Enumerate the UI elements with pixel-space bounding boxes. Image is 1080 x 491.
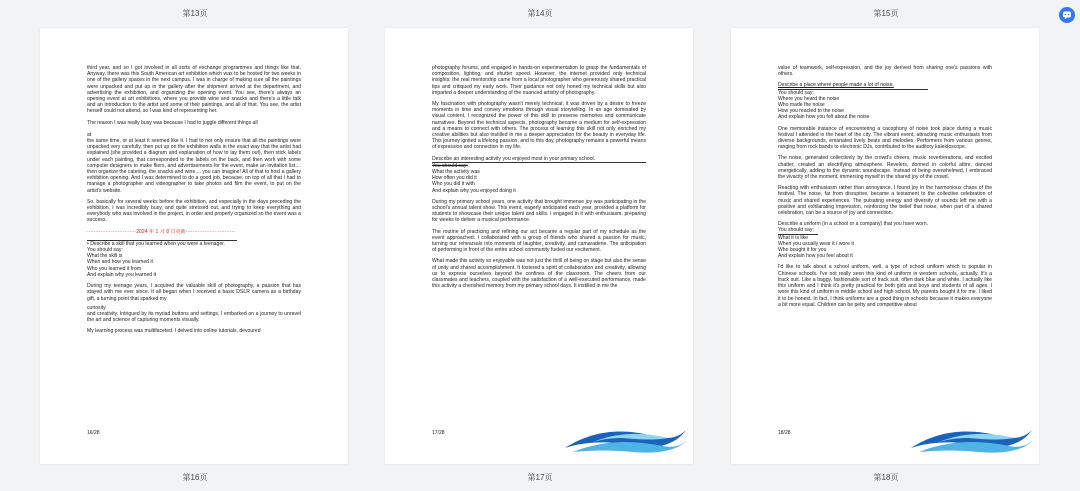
cue-line: How you reacted to the noise: [778, 108, 844, 115]
page-18-content: [778, 65, 992, 313]
cue-line: And explain how you feel about it: [778, 253, 853, 260]
paragraph: Reacting with enthusiasm rather than annoyance, I found joy in the harmonious chaos of the festival. The noise, far from disruptive, became a testament to the collective celebration of music and shared experiences. The pulsating energy and diversity of sounds left me with a positive and exhilarating impression, reinforcing the belief that noise, when part of a shared celebration, can be a source of joy and connection.: [778, 185, 992, 217]
paragraph: During my primary school years, one activity that brought immense joy was participating in the school's annual talent show. This event, eagerly anticipated each year, provided a platform for students to showcase their unique talent and skills. I engaged in it with enthusiasm, preparing for weeks to deliver a musical performance.: [432, 198, 646, 224]
cue-line: Where you heard the noise: [778, 95, 840, 102]
paragraph: My fascination with photography wasn't merely technical; it was driven by a desire to freeze moments in time and convey emotions through visual storytelling. In an age dominated by visual content, I recognized the power of this skill to preserve memories and communicate narratives. Beyond the technical aspects, photography became a medium for self-expression and a means to connect with others. The process of learning this skill not only enriched my creative abilities but also instilled in me a deeper appreciation for the beauty in everyday life. This journey ignited a lifelong passion, and to this day, photography remains a powerful means of expression and connection in my life.: [432, 101, 646, 151]
paragraph: and creativity. Intrigued by its myriad buttons and settings, I embarked on a journey to unravel the art and science of capturing moments visually.: [87, 310, 301, 324]
document-page-16[interactable]: [40, 28, 348, 464]
paragraph: curiosity: [87, 304, 106, 311]
cue-line: What the activity was: [432, 169, 480, 176]
cue-line: When and how you learned it: [87, 259, 153, 266]
cue-line: And explain why you learned it: [87, 271, 157, 278]
document-page-18[interactable]: [731, 28, 1039, 464]
paragraph: third year, and so I got involved in all sorts of exchange programmes and things like that. Anyway, there was this South American art exhibition which was to be hosted for two weeks in one of the gallery spaces in the next campus. I was in charge of making sure all the paintings were unpacked and put up in the gallery after the shipment arrived at the department, and advertising the exhibition, and organizing the opening event. You see, there's always an opening event at art exhibitions, where you provide wine and snacks and there's a little talk and an introduction to the artist and some of their paintings, and all of that. You see, the artist herself could not attend, so I was kind of representing her.: [87, 65, 301, 115]
blue-wave-logo: [909, 420, 1034, 454]
cue-card-title: Describe a place where people made a lot of noise.: [778, 82, 894, 89]
page-number: 18/28: [778, 430, 791, 436]
page-label-13: 第13页: [182, 9, 208, 18]
cue-line: When you usually wear it / wore it: [778, 240, 854, 247]
paragraph: I'd like to talk about a school uniform, well, a type of school uniform which is popular in Chinese schools. I've not really seen this kind of uniform in western schools, actually. It's a track suit. Like a baggy, fashionable sort of track suit, often dark blue and white. I actually like this uniform and I think it's pretty practical for both girls and boys and students of all ages. I wore this kind of uniform in middle school and high school. My parents bought it for me. I liked it to be honest. In fact, I think uniforms are a good thing in schools because it makes everyone a bit more equal. Children can be petty and competitive about: [778, 264, 992, 308]
page-label-15: 第15页: [873, 9, 899, 18]
paragraph: One memorable instance of encountering a cacophony of noise took place during a music festival I attended in the heart of the city. The vibrant event, attracting music enthusiasts from diverse backgrounds, emanated lively beats and melodies. Performers from various genres, ranging from rock bands to electronic DJs, contributed to the auditory kaleidoscope.: [778, 125, 992, 151]
cue-line: What it is like: [778, 234, 809, 241]
paragraph: So, basically for several weeks before the exhibition, and especially in the days preceding the exhibition, I was incredibly busy, and quite stressed out, and trying to keep everything and everybody who was involved in the project, in order and properly organized so the event was a success.: [87, 198, 301, 224]
paragraph: value of teamwork, self-expression, and the joy derived from sharing one's passions with others.: [778, 65, 992, 78]
paragraph: What made this activity so enjoyable was not just the thrill of being on stage but also the sense of unity and shared accomplishment. It fostered a spirit of collaboration and creativity, allowing us to express ourselves beyond the confines of the classroom. The cheers from our classmates and teachers, coupled with the satisfaction of a well-executed performance, made this activity a cherished memory from my primary school days. It instilled in me the: [432, 258, 646, 290]
paragraph: at: [87, 131, 92, 138]
cue-line: You should say:: [778, 227, 814, 234]
paragraph: The noise, generated collectively by the crowd's cheers, music reverberations, and excited chatter, created an electrifying atmosphere. Revelers, donned in colorful attire, danced energetically, adding to the dynamic soundscape. Instead of being overwhelmed, I embraced the vivacity of the moment, immersing myself in the shared joy of the crowd.: [778, 155, 992, 181]
paragraph: During my teenage years, I acquired the valuable skill of photography, a passion that has stayed with me ever since. It all began when I received a basic DSLR camera as a birthday gift, a turning point that sparked my: [87, 283, 301, 302]
page-17-content: [432, 65, 646, 295]
paragraph: The reason I was really busy was because I had to juggle different things all: [87, 119, 258, 126]
page-number: 17/28: [432, 430, 445, 436]
cue-line: Who made the noise: [778, 102, 825, 109]
cue-line: You should say:: [778, 89, 814, 96]
update-date-line: ·····························2024 年 1 月 8 日更新·····························: [87, 228, 235, 235]
page-label-16: 第16页: [182, 473, 208, 482]
cue-line: You should say:: [87, 247, 123, 254]
cue-line: How often you did it: [432, 175, 477, 182]
cue-card-title: • Describe a skill that you learned when you were a teenager.: [87, 240, 225, 247]
cue-line: Who bought it for you: [778, 247, 827, 254]
page-label-14: 第14页: [527, 9, 553, 18]
page-label-17: 第17页: [527, 473, 553, 482]
paragraph: My learning process was multifaceted. I delved into online tutorials, devoured: [87, 328, 261, 335]
assistant-bubble-icon: [1062, 10, 1072, 20]
cue-card-title: Describe a uniform (in a school or a company) that you have worn.: [778, 221, 929, 228]
document-page-17[interactable]: [385, 28, 693, 464]
cue-line: Who you did it with: [432, 181, 475, 188]
blue-wave-logo: [563, 420, 688, 454]
cue-line: And explain how you felt about the noise: [778, 114, 870, 121]
cue-line: What the skill is: [87, 253, 123, 260]
paragraph: the same time, or at least it seemed like it. I had to not only ensure that all the paintings were unpacked very carefully, then put up on the exhibition walls in the exact way that the artist had explained (she provided a diagram and explanation of how to lay them out), then stick labels under each painting, that corresponded to the labels on the back, and then work with some computer designers to make fliers, and advertisements for the event, make an invitation list.... then organize the catering, the snacks and wine.... you can imagine! All of that to host a gallery exhibition opening. And I was determined to do a good job, because, on top of all that I had to manage a photographer and videographer to take photos and film the event, to put on the artist's website.: [87, 138, 301, 194]
cue-line: And explain why you enjoyed doing it: [432, 187, 516, 194]
page-label-18: 第18页: [873, 473, 899, 482]
cue-line: You should say:: [432, 162, 468, 169]
cue-card-title: Describe an interesting activity you enjoyed most in your primary school.: [432, 155, 596, 162]
page-16-content: [87, 65, 301, 340]
paragraph: photography forums, and engaged in hands-on experimentation to grasp the fundamentals of composition, lighting, and shutter speed. However, the internet provided only technical insights; the real mentorship came from a local photographer who generously shared practical tips and critiqued my early work. Their guidance not only honed my technical skills but also imparted a deeper understanding of the nuanced artistry of photography.: [432, 65, 646, 96]
paragraph: The routine of practicing and refining our act became a regular part of my schedule as the event approached. I collaborated with a group of friends who shared a passion for music, turning our rehearsals into moments of laughter, creativity, and camaraderie. The anticipation of performing in front of the entire school community fueled our excitement.: [432, 228, 646, 254]
cue-line: Who you learned it from: [87, 265, 142, 272]
assistant-button[interactable]: [1059, 7, 1075, 23]
page-number: 16/28: [87, 430, 100, 436]
